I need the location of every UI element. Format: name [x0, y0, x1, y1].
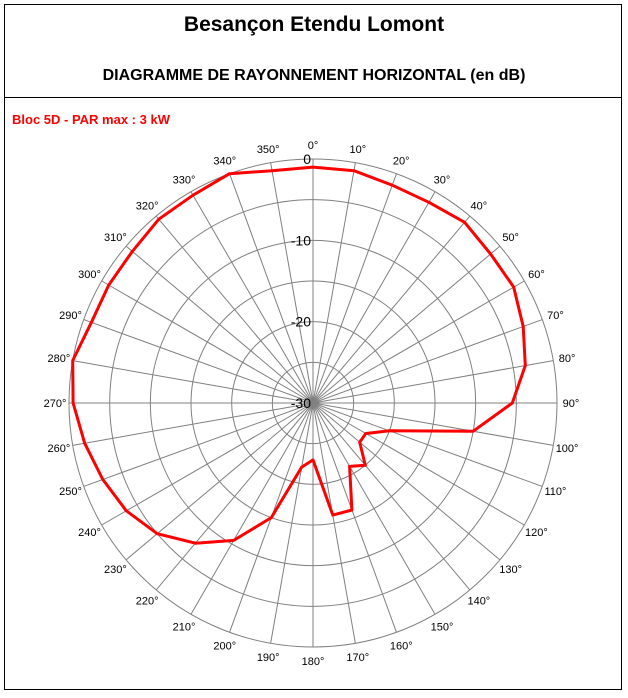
angle-tick-label: 0° [307, 140, 319, 152]
angle-tick-label: 250° [59, 486, 82, 499]
chart-subtitle: DIAGRAMME DE RAYONNEMENT HORIZONTAL (en dB) [102, 67, 526, 84]
angle-tick-label: 220° [135, 595, 159, 608]
radial-tick-label: 0 [303, 151, 311, 167]
angle-tick-label: 40° [470, 200, 488, 213]
angle-tick-label: 30° [433, 174, 451, 187]
angle-tick-label: 340° [213, 155, 237, 168]
angle-tick-label: 310° [103, 232, 127, 245]
angle-tick-label: 150° [430, 621, 454, 634]
angle-tick-label: 130° [499, 563, 523, 576]
angle-tick-label: 200° [213, 640, 237, 653]
angle-tick-label: 330° [172, 174, 196, 187]
angle-tick-label: 60° [528, 269, 545, 281]
angle-tick-label: 120° [525, 527, 548, 539]
angle-tick-label: 240° [78, 527, 101, 539]
radial-tick-label: -30 [290, 395, 311, 411]
angle-tick-label: 110° [544, 486, 567, 499]
angle-tick-label: 160° [389, 640, 413, 653]
chart-title: Besançon Etendu Lomont [183, 13, 445, 36]
angle-tick-label: 270° [43, 398, 67, 410]
angle-tick-label: 230° [103, 563, 127, 576]
angle-tick-label: 140° [467, 595, 491, 608]
angle-tick-label: 280° [47, 353, 71, 366]
angle-tick-label: 260° [47, 442, 71, 455]
angle-tick-label: 170° [346, 652, 370, 665]
angle-tick-label: 320° [135, 200, 159, 213]
radial-tick-label: -20 [290, 313, 311, 330]
angle-tick-label: 10° [349, 143, 367, 156]
angle-tick-label: 80° [558, 353, 576, 366]
angle-tick-label: 50° [502, 232, 519, 245]
angle-tick-label: 190° [256, 652, 280, 665]
angle-tick-label: 210° [172, 621, 196, 634]
angle-tick-label: 90° [562, 398, 580, 410]
angle-tick-label: 300° [78, 269, 101, 281]
angle-tick-label: 180° [301, 656, 325, 668]
angle-tick-label: 350° [256, 143, 280, 156]
radial-tick-label: -10 [290, 232, 311, 249]
angle-tick-label: 290° [59, 309, 82, 322]
bloc-label: Bloc 5D - PAR max : 3 kW [12, 112, 170, 127]
angle-tick-label: 20° [392, 155, 410, 168]
angle-tick-label: 70° [547, 309, 564, 322]
angle-tick-label: 100° [555, 442, 579, 455]
